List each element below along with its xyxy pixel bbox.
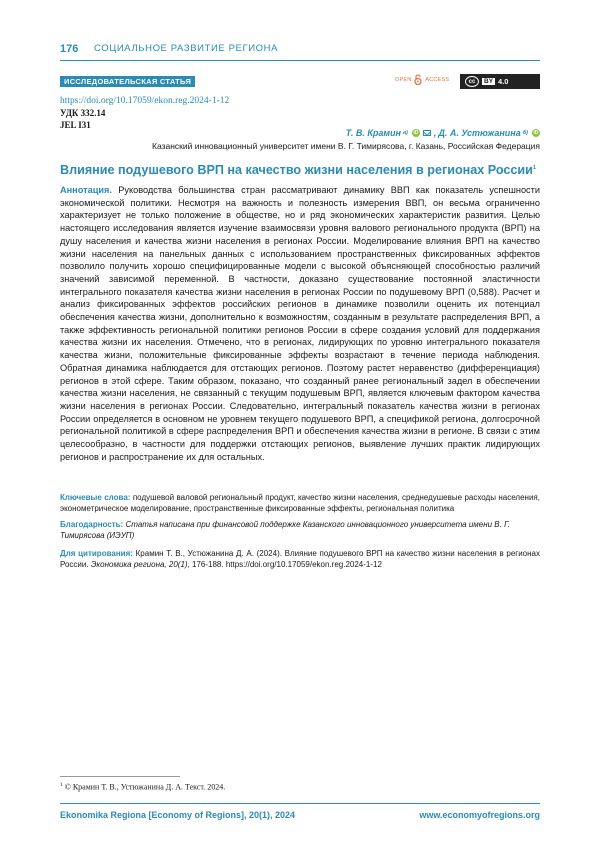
title-footnote-mark: 1: [533, 165, 536, 171]
footnote-divider: [60, 776, 180, 777]
author-2[interactable]: Д. А. Устюжанина: [438, 128, 520, 138]
open-access-left-text: OPEN: [395, 77, 411, 83]
article-type-badge: ИССЛЕДОВАТЕЛЬСКАЯ СТАТЬЯ: [60, 76, 195, 87]
abstract-label: Аннотация.: [60, 185, 112, 195]
citation-label: Для цитирования:: [60, 549, 133, 558]
authors-line: Т. В. Крамин a) iD , Д. А. Устюжанина б) iD: [346, 128, 540, 138]
author-1-sup: a): [403, 130, 408, 136]
open-lock-icon: [414, 74, 422, 85]
article-title-text: Влияние подушевого ВРП на качество жизни населения в регионах России: [60, 163, 533, 177]
footnote-text: © Крамин Т. В., Устюжанина Д. А. Текст. 2024.: [65, 783, 226, 792]
page-number: 176: [60, 43, 78, 55]
email-icon[interactable]: [423, 130, 431, 136]
acknowledgment-label: Благодарность:: [60, 520, 123, 529]
jel-code: JEL I31: [60, 120, 91, 130]
article-title: [60, 163, 540, 177]
citation-journal: Экономика региона, 20(1),: [91, 560, 190, 569]
open-access-right-text: ACCESS: [425, 77, 449, 83]
footer-divider: [60, 803, 540, 804]
abstract: [60, 184, 540, 488]
citation-doi[interactable]: 176-188. https://doi.org/10.17059/ekon.reg.2024-1-12: [192, 560, 382, 569]
abstract-text: Руководства большинства стран рассматривают динамику ВВП как показатель успешности экономической политики. Несмотря на важность и полезность измерения ВВП, он весьма ограниченно характеризует не только положение в обществе, но и ряд экономических характеристик развития. Целью настоящего исследования является изучение взаимосвязи уровня валового регионального продукта (ВРП) на душу населения и качества жизни населения в регионах России. Моделирование влияния ВРП на качество жизни населения на панельных данных с использованием пространственных фиксированных эффектов позволило получить хорошо специфицированные модели с высокой объясняющей способностью различий значений зависимой переменной. В частности, доказано существование постоянной эластичности интегрального показателя качества жизни населения в регионах России по подушевому ВРП (0,588). Расчет и анализ фиксированных эффектов российских регионов в динамике позволили оценить их потенциал обеспечения качества жизни, дополнительно к возможностям, созданным в результате распределения ВРП, а также эффективность региональной политики регионов России в сфере создания условий для поддержания качества жизни их населения. Отмечено, что в регионах, лидирующих по уровню интегрального показателя качества жизни, положительные фиксированные эффекты возрастают в течение периода наблюдения. Обратная динамика наблюдается для отстающих регионов. Поэтому растет неравенство (дифференциация) регионов в этой сфере. Таким образом, показано, что созданный ранее региональный задел в обеспечении качества жизни населения, не связанный с текущим подушевым ВРП, является ключевым фактором качества жизни населения в регионах России. Следовательно, интегральный показатель качества жизни в регионах России определяется в основном не уровнем текущего подушевого ВРП, а спецификой региона, долгосрочной региональной политикой в сфере распределения ВРП и обеспечения качества жизни в регионе. В связи с этим целесообразно, в частности для поддержки отстающих регионов, выявление лучших практик лидирующих регионов и распространение их для остальных.: [60, 185, 540, 462]
citation-text: Крамин Т. В., Устюжанина Д. А. (2024). Влияние подушевого ВРП на качество жизни населения в регионах России.: [60, 549, 540, 569]
footnote: [60, 782, 225, 792]
acknowledgment-text: Статья написана при финансовой поддержке Казанского инновационного университета имени В. Г. Тимирясова (ИЭУП): [60, 520, 510, 540]
footer-journal: Ekonomika Regiona [Economy of Regions], 20(1), 2024: [60, 810, 295, 820]
cc-by-label: BY: [482, 78, 495, 85]
doi-link[interactable]: https://doi.org/10.17059/ekon.reg.2024-1-12: [60, 96, 229, 106]
cc-license-badge[interactable]: [460, 74, 540, 89]
open-access-logo: [395, 74, 449, 85]
orcid-icon[interactable]: iD: [412, 129, 420, 137]
author-2-sup: б): [523, 130, 528, 136]
footer-website[interactable]: www.economyofregions.org: [419, 810, 540, 820]
acknowledgment: [60, 519, 540, 542]
journal-section-title: СОЦИАЛЬНОЕ РАЗВИТИЕ РЕГИОНА: [94, 43, 278, 54]
affiliation: Казанский инновационный университет имени В. Г. Тимирясова, г. Казань, Российская Федерация: [152, 141, 540, 151]
cc-icon: cc: [465, 76, 479, 87]
keywords-label: Ключевые слова:: [60, 493, 130, 502]
keywords-text: подушевой валовой региональный продукт, качество жизни населения, среднедушевые расходы населения, эконометрическое моделирование, пространственные фиксированные эффекты, региональная политика: [60, 493, 540, 513]
citation: [60, 548, 540, 571]
keywords: [60, 492, 540, 515]
orcid-icon[interactable]: iD: [532, 129, 540, 137]
author-1[interactable]: Т. В. Крамин: [346, 128, 401, 138]
cc-version: 4.0: [498, 77, 508, 86]
udk-code: УДК 332.14: [60, 108, 105, 118]
header-divider: [60, 60, 540, 61]
footnote-mark: 1: [60, 782, 63, 788]
